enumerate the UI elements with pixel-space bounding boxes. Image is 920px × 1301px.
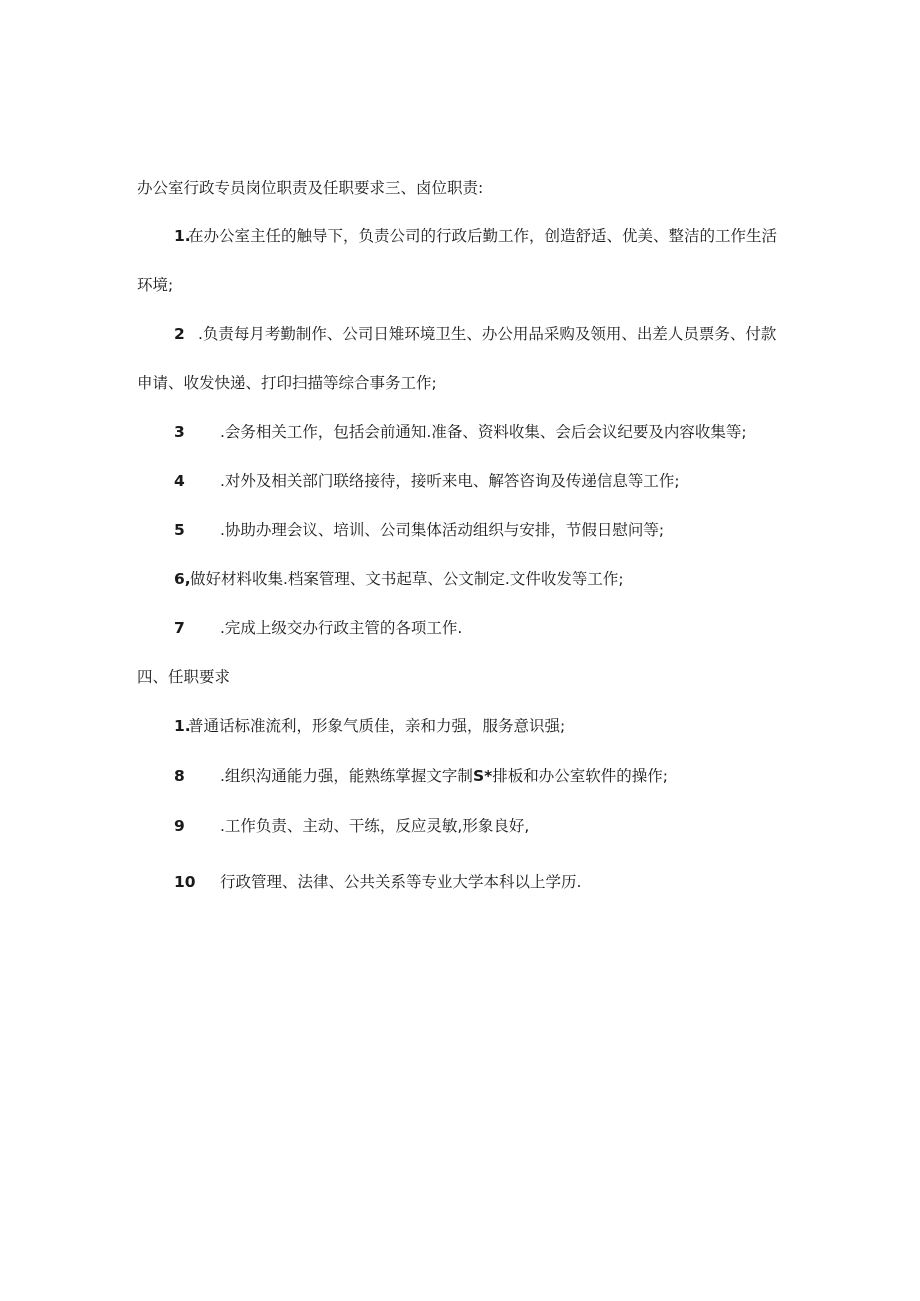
duty-3-number: 3 [174,423,185,441]
duty-2-text: .负责每月考勤制作、公司日雉环境卫生、办公用品采购及领用、出差人员票务、付款 [198,325,777,343]
duty-2-continuation: 申请、收发快递、打印扫描等综合事务工作; [137,374,437,392]
duty-5-text: .协助办理会议、培训、公司集体活动组织与安排，节假日慰问等; [220,521,665,539]
duty-2-number: 2 [174,325,185,343]
duty-4-number: 4 [174,472,185,490]
duty-4-text: .对外及相关部门联络接待，接听来电、解答咨询及传递信息等工作; [220,472,680,490]
requirement-1-text: 普通话标准流利，形象气质佳，亲和力强，服务意识强; [188,717,566,735]
duty-6-number: 6, [174,570,191,588]
requirement-4-text: 行政管理、法律、公共关系等专业大学本科以上学历. [220,873,582,891]
requirement-2-text-part-c: 排板和办公室软件的操作; [492,767,668,785]
duty-1-continuation: 环境; [137,276,174,294]
requirement-2-text [220,766,668,786]
requirement-3-text: .工作负责、主动、干练，反应灵敏,形象良好, [220,817,530,835]
duty-5-number: 5 [174,521,185,539]
duty-7-text: .完成上级交办行政主管的各项工作. [220,619,463,637]
requirement-2-number: 8 [174,767,185,785]
duty-1-text: 在办公室主任的触导下，负责公司的行政后勤工作，创造舒适、优美、整洁的工作生活 [188,227,778,245]
duty-6-text: 做好材料收集.档案管理、文书起草、公文制定.文件收发等工作; [190,570,624,588]
requirement-3-number: 9 [174,817,185,835]
requirement-4-number: 10 [174,873,196,891]
duty-1-number: 1. [174,227,191,245]
duty-7-number: 7 [174,619,185,637]
requirement-2-text-part-b: S* [472,767,493,785]
duty-3-text: .会务相关工作，包括会前通知.准备、资料收集、会后会议纪要及内容收集等; [220,423,747,441]
requirement-2-text-part-a: .组织沟通能力强，能熟练掌握文字制 [220,767,473,785]
requirement-1-number: 1. [174,717,191,735]
intro-line: 办公室行政专员岗位职责及任职要求三、卤位职责: [137,179,484,197]
requirements-heading: 四、任职要求 [137,668,231,686]
